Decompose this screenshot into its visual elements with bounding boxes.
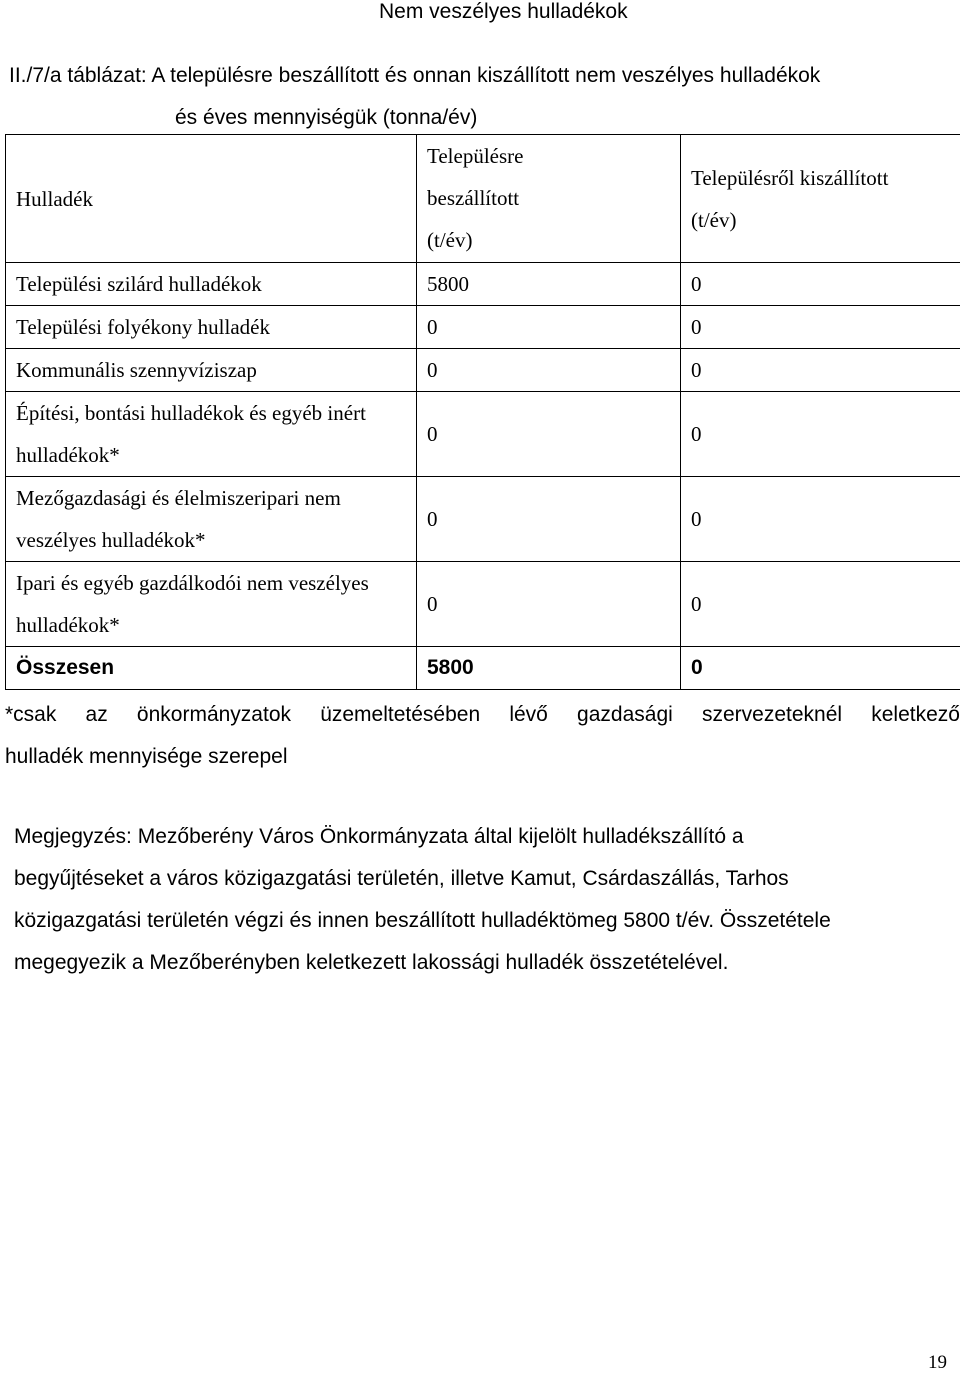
row-waste-label-line-1: Építési, bontási hulladékok és egyéb inért [16, 401, 366, 425]
table-row [6, 306, 960, 349]
row-value-out: 0 [681, 392, 960, 477]
row-waste-label [6, 477, 417, 562]
footnote-line-1 [5, 703, 960, 727]
table-row [6, 263, 960, 306]
total-value-in: 5800 [417, 647, 681, 690]
table-row [6, 562, 960, 647]
table-title-line-2: és éves mennyiségük (tonna/év) [175, 106, 478, 129]
note-line-2: begyűjtéseket a város közigazgatási területén, illetve Kamut, Csárdaszállás, Tarhos [14, 867, 789, 890]
header-delivered-in [417, 135, 681, 263]
footnote-word: önkormányzatok [136, 703, 291, 726]
footnote-word: üzemeltetésében [320, 703, 481, 726]
section-title: Nem veszélyes hulladékok [379, 0, 628, 23]
row-value-in: 0 [417, 392, 681, 477]
row-value-in: 5800 [417, 263, 681, 306]
row-value-in: 0 [417, 562, 681, 647]
row-value-out: 0 [681, 349, 960, 392]
row-waste-label [6, 562, 417, 647]
header-delivered-in-line-3: (t/év) [427, 228, 473, 252]
header-delivered-out [681, 135, 960, 263]
row-value-out: 0 [681, 263, 960, 306]
footnote-word: az [85, 703, 108, 726]
page-number: 19 [928, 1352, 947, 1373]
header-delivered-out-line-2: (t/év) [691, 208, 737, 232]
row-waste-label-line-2: hulladékok* [16, 443, 120, 467]
table-header-row [6, 135, 960, 263]
header-waste: Hulladék [6, 135, 417, 263]
footnote-word: keletkező [871, 703, 960, 726]
header-delivered-in-line-2: beszállított [427, 186, 520, 210]
table-row [6, 392, 960, 477]
row-waste-label: Települési folyékony hulladék [6, 306, 417, 349]
footnote-word: *csak [5, 703, 57, 726]
footnote-word: lévő [509, 703, 548, 726]
table-total-row [6, 647, 960, 690]
row-waste-label: Települési szilárd hulladékok [6, 263, 417, 306]
footnote-line-2: hulladék mennyisége szerepel [5, 745, 288, 768]
row-value-in: 0 [417, 477, 681, 562]
total-value-out: 0 [681, 647, 960, 690]
row-waste-label: Kommunális szennyvíziszap [6, 349, 417, 392]
header-delivered-out-line-1: Településről kiszállított [691, 166, 889, 190]
table-row [6, 349, 960, 392]
row-waste-label-line-2: hulladékok* [16, 613, 120, 637]
header-delivered-in-line-1: Településre [427, 144, 524, 168]
row-value-out: 0 [681, 306, 960, 349]
footnote-word: szervezeteknél [701, 703, 843, 726]
note-line-1: Megjegyzés: Mezőberény Város Önkormányzata által kijelölt hulladékszállító a [14, 825, 744, 848]
row-waste-label-line-1: Ipari és egyéb gazdálkodói nem veszélyes [16, 571, 369, 595]
row-waste-label-line-1: Mezőgazdasági és élelmiszeripari nem [16, 486, 341, 510]
note-line-3: közigazgatási területén végzi és innen beszállított hulladéktömeg 5800 t/év. Összetétele [14, 909, 831, 932]
waste-table [5, 134, 960, 690]
total-label: Összesen [6, 647, 417, 690]
row-value-in: 0 [417, 349, 681, 392]
table-row [6, 477, 960, 562]
footnote-word: gazdasági [577, 703, 673, 726]
note-line-4: megegyezik a Mezőberényben keletkezett lakossági hulladék összetételével. [14, 951, 729, 974]
table-title-line-1: II./7/a táblázat: A településre beszállított és onnan kiszállított nem veszélyes hulladékok [9, 64, 821, 87]
row-value-in: 0 [417, 306, 681, 349]
row-value-out: 0 [681, 562, 960, 647]
row-waste-label [6, 392, 417, 477]
row-value-out: 0 [681, 477, 960, 562]
row-waste-label-line-2: veszélyes hulladékok* [16, 528, 206, 552]
